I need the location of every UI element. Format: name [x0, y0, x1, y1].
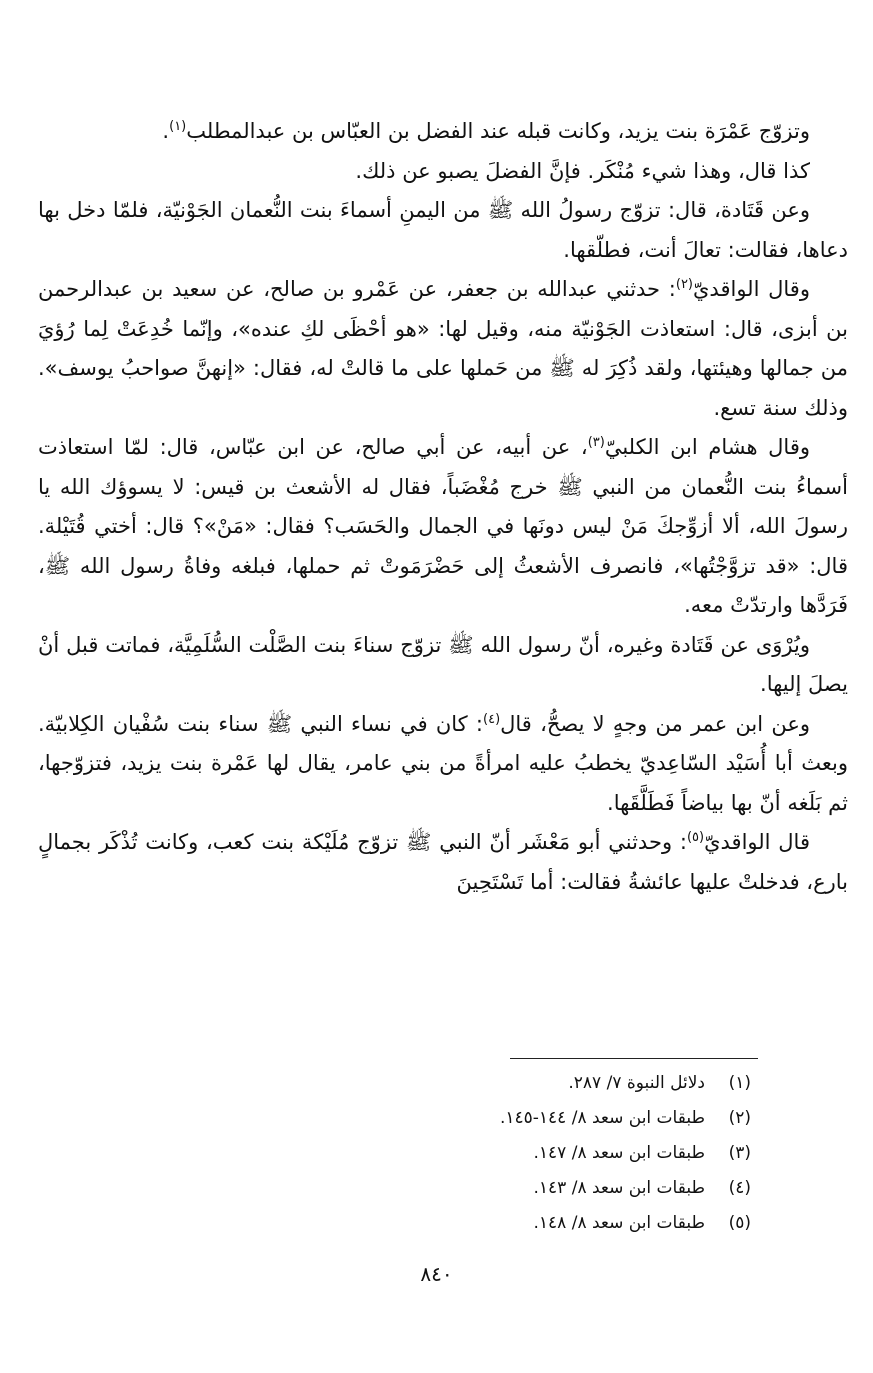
footnote-number: (٤) [728, 1178, 751, 1198]
paragraph-text: : كان في نساء النبي ﷺ سناء بنت سُفْيان الكِلابيّة. وبعث أبا أُسَيْد السّاعِديّ يخطبُ عليه امرأةً من بني عامر، يقال لها عَمْرة بنت يزيد، فتزوّجها، ثم بَلَغه أنّ بها بياضاً فَطَلَّقَها. [38, 711, 848, 815]
paragraph-text: : وحدثني أبو مَعْشَر أنّ النبي ﷺ تزوّج مُلَيْكة بنت كعب، وكانت تُذْكَر بجمالٍ بارع، فدخلتْ عليها عائشةُ فقالت: أما تَسْتَحِينَ [38, 830, 848, 894]
paragraph-text: ، عن أبيه، عن أبي صالح، عن ابن عبّاس، قال: لمّا استعاذت أسماءُ بنت النُّعمان من النبي ﷺ خرج مُغْضَباً، فقال له الأشعث بن قيس: لا يسوؤك الله يا رسولَ الله، ألا أزوِّجكَ مَنْ ليس دونَها في الجمال والحَسَب؟ فقال: «مَنْ»؟ قال: أختي قُتَيْلة. قال: «قد تزوَّجْتُها»، فانصرف الأشعثُ إلى حَضْرَمَوتْ ثم حملها، فبلغه وفاةُ رسول الله ﷺ، فَرَدَّها وارتدّتْ معه. [38, 435, 848, 617]
paragraph-text: وتزوّج عَمْرَة بنت يزيد، وكانت قبله عند الفضل بن العبّاس بن عبدالمطلب [186, 119, 810, 143]
paragraph [38, 823, 848, 902]
paragraph-text: وعن ابن عمر من وجهٍ لا يصحُّ، قال [500, 711, 810, 736]
footnote-item [331, 1101, 751, 1136]
paragraph [38, 270, 848, 428]
footnotes [331, 1066, 751, 1241]
footnote-ref: (١) [169, 119, 187, 134]
footnote-ref: (٣) [587, 435, 605, 450]
paragraph [38, 428, 848, 626]
paragraph [38, 112, 848, 152]
footnote-text: طبقات ابن سعد ٨/ ١٤٤-١٤٥. [499, 1108, 705, 1128]
paragraph [38, 152, 848, 192]
paragraph [38, 191, 848, 270]
paragraph-text: : حدثني عبدالله بن جعفر، عن عَمْرو بن صالح، عن سعيد بن عبدالرحمن بن أبزى، قال: استعاذت الجَوْنيّة منه، وقيل لها: «هو أحْظَى لكِ عنده»، وإنّما خُدِعَتْ لِما رُؤيَ من جمالها وهيئتها، ولقد ذُكِرَ له ﷺ من حَملها على ما قالتْ له، فقال: «إنهنَّ صواحبُ يوسف». وذلك سنة تسع. [38, 277, 848, 420]
footnote-item [331, 1206, 751, 1241]
paragraph-text: ويُرْوَى عن قَتَادة وغيره، أنّ رسول الله ﷺ تزوّج سناءَ بنت الصَّلْت السُّلَمِيَّة، فماتت قبل أنْ يصلَ إليها. [38, 632, 848, 696]
paragraph-text: . [162, 119, 170, 143]
footnote-number: (١) [728, 1073, 751, 1093]
paragraph [38, 705, 848, 824]
page-number: ٨٤٠ [420, 1262, 453, 1286]
footnote-item [331, 1171, 751, 1206]
footnote-text: طبقات ابن سعد ٨/ ١٤٨. [533, 1213, 705, 1233]
paragraph-text: وعن قَتَادة، قال: تزوّج رسولُ الله ﷺ من اليمنِ أسماءَ بنت النُّعمان الجَوْنيّة، فلمّا دخل بها دعاها، فقالت: تعالَ أنت، فطلّقها. [38, 198, 848, 262]
paragraph-text: وقال هشام ابن الكلبيّ [604, 435, 811, 459]
main-text [38, 112, 848, 902]
footnote-ref: (٢) [675, 277, 693, 292]
paragraph [38, 626, 848, 705]
paragraph-text: قال الواقديّ [704, 830, 810, 854]
footnote-number: (٢) [728, 1108, 751, 1128]
footnote-number: (٣) [728, 1143, 751, 1163]
footnote-text: طبقات ابن سعد ٨/ ١٤٧. [533, 1143, 705, 1163]
footnote-ref: (٥) [686, 830, 705, 845]
footnote-item [331, 1066, 751, 1101]
footnote-ref: (٤) [483, 711, 501, 727]
footnote-number: (٥) [728, 1213, 751, 1233]
paragraph-text: وقال الواقديّ [693, 277, 810, 301]
paragraph-text: كذا قال، وهذا شيء مُنْكَر. فإنَّ الفضلَ يصبو عن ذلك. [355, 158, 810, 183]
footnote-item [331, 1136, 751, 1171]
footnote-divider [510, 1058, 758, 1059]
footnote-text: دلائل النبوة ٧/ ٢٨٧. [568, 1073, 705, 1093]
footnote-text: طبقات ابن سعد ٨/ ١٤٣. [533, 1178, 705, 1198]
